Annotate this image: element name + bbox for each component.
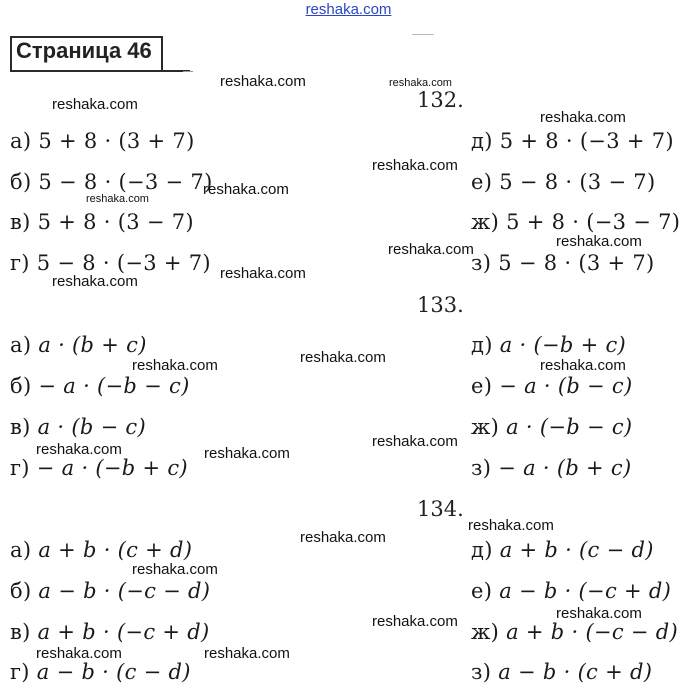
exercise-item: е) − a · (b − c): [471, 374, 633, 398]
exercise-item: а) a · (b + c): [10, 333, 147, 357]
exercise-item: з) 5 − 8 · (3 + 7): [471, 251, 655, 275]
problem-number-133: 133.: [417, 293, 464, 317]
watermark: reshaka.com: [556, 605, 642, 622]
divider: [183, 71, 193, 72]
exercise-item: б) 5 − 8 · (−3 − 7): [10, 170, 213, 194]
page-title: Страница 46: [16, 38, 152, 63]
exercise-item: а) 5 + 8 · (3 + 7): [10, 129, 195, 153]
watermark: reshaka.com: [372, 157, 458, 174]
exercise-item: г) a − b · (c − d): [10, 660, 191, 684]
watermark: reshaka.com: [372, 613, 458, 630]
exercise-item: в) a + b · (−c + d): [10, 620, 210, 644]
exercise-item: ж) 5 + 8 · (−3 − 7): [471, 210, 681, 234]
watermark: reshaka.com: [204, 445, 290, 462]
exercise-item: в) 5 + 8 · (3 − 7): [10, 210, 194, 234]
watermark: reshaka.com: [556, 233, 642, 250]
watermark: reshaka.com: [52, 96, 138, 113]
watermark: reshaka.com: [203, 181, 289, 198]
watermark: reshaka.com: [36, 645, 122, 662]
exercise-item: з) − a · (b + c): [471, 456, 632, 480]
watermark: reshaka.com: [300, 349, 386, 366]
watermark: reshaka.com: [220, 265, 306, 282]
exercise-item: ж) a · (−b − c): [471, 415, 633, 439]
watermark: reshaka.com: [372, 433, 458, 450]
watermark: reshaka.com: [388, 241, 474, 258]
exercise-item: ж) a + b · (−c − d): [471, 620, 678, 644]
watermark: reshaka.com: [468, 517, 554, 534]
watermark: reshaka.com: [220, 73, 306, 90]
exercise-item: д) a · (−b + c): [471, 333, 626, 357]
exercise-item: г) 5 − 8 · (−3 + 7): [10, 251, 211, 275]
watermark: reshaka.com: [204, 645, 290, 662]
exercise-item: д) 5 + 8 · (−3 + 7): [471, 129, 674, 153]
exercise-item: в) a · (b − c): [10, 415, 146, 439]
exercise-item: г) − a · (−b + c): [10, 456, 188, 480]
watermark: reshaka.com: [86, 193, 149, 205]
watermark: reshaka.com: [132, 357, 218, 374]
watermark: reshaka.com: [36, 441, 122, 458]
watermark: reshaka.com: [389, 77, 452, 89]
watermark: reshaka.com: [540, 357, 626, 374]
problem-number-134: 134.: [417, 497, 464, 521]
exercise-item: е) 5 − 8 · (3 − 7): [471, 170, 656, 194]
watermark: reshaka.com: [52, 273, 138, 290]
exercise-item: з) a − b · (c + d): [471, 660, 653, 684]
exercise-item: е) a − b · (−c + d): [471, 579, 672, 603]
problem-number-132: 132.: [417, 88, 464, 112]
watermark: reshaka.com: [540, 109, 626, 126]
exercise-item: б) a − b · (−c − d): [10, 579, 211, 603]
exercise-item: д) a + b · (c − d): [471, 538, 654, 562]
divider: [412, 34, 434, 35]
exercise-item: а) a + b · (c + d): [10, 538, 193, 562]
watermark: reshaka.com: [132, 561, 218, 578]
exercise-item: б) − a · (−b − c): [10, 374, 190, 398]
watermark: reshaka.com: [300, 529, 386, 546]
site-link[interactable]: reshaka.com: [305, 1, 392, 18]
